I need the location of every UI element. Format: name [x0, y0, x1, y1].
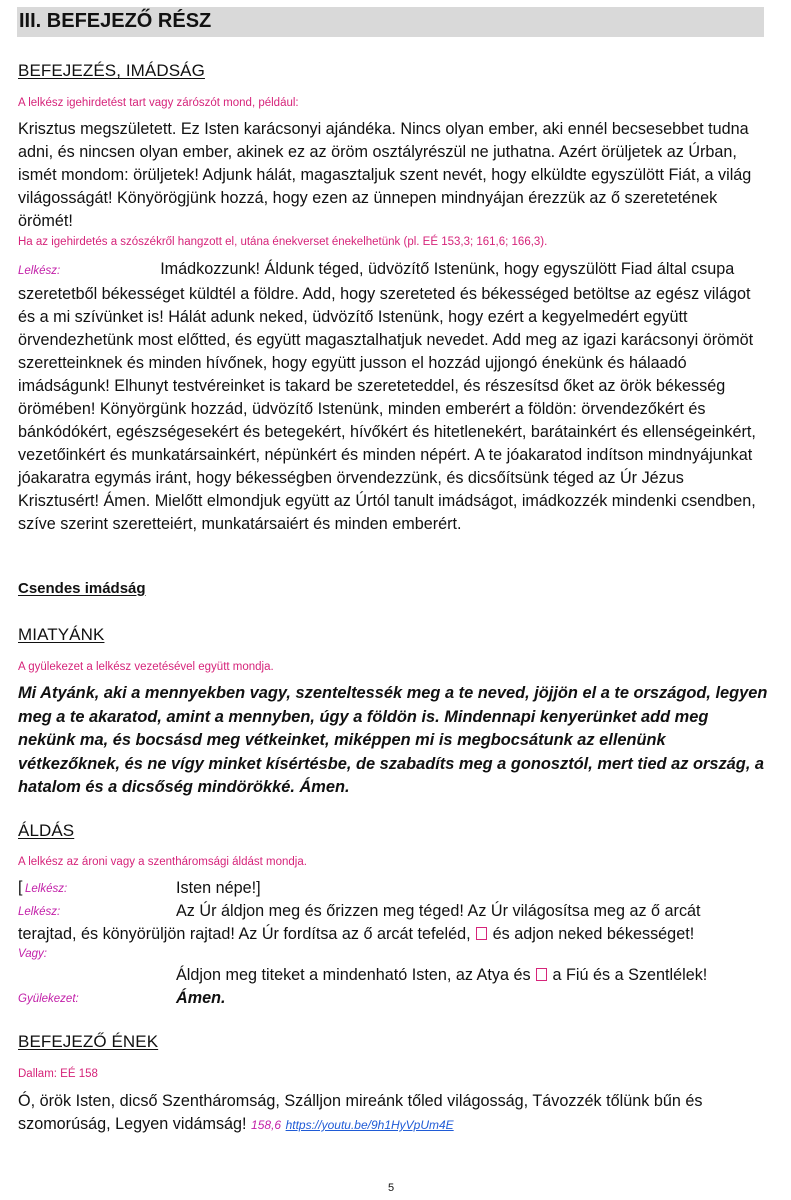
rubric-song-note: Ha az igehirdetés a szószékről hangzott el, utána énekverset énekelhetünk (pl. EÉ 153,3; 161,6; 166,3).: [18, 236, 548, 248]
hymn-text: Ó, örök Isten, dicső Szentháromság, Szálljon mireánk tőled világosság, Távozzék tőlünk bűn és szomorúság, Legyen vidámság!: [18, 1092, 703, 1133]
blessing-line-2c: és adjon neked békességet!: [492, 925, 695, 943]
role-lelkesz-1: Lelkész:: [25, 883, 68, 895]
hymn-link[interactable]: https://youtu.be/9h1HyVpUm4E: [285, 1118, 454, 1132]
role-gyulekezet: Gyülekezet:: [18, 993, 79, 1005]
blessing-line-2a: Az Úr áldjon meg és őrizzen meg téged! Az Úr világosítsa meg az ő arcát: [176, 902, 701, 920]
blessing-line-2b: terajtad, és könyörüljön rajtad! Az Úr fordítsa az ő arcát tefeléd,: [18, 925, 471, 943]
heading-aldas: ÁLDÁS: [18, 821, 75, 840]
role-label: Lelkész:: [18, 265, 61, 277]
cross-icon: [476, 927, 487, 940]
closing-prayer: Imádkozzunk! Áldunk téged, üdvözítő Istenünk, hogy egyszülött Fiad által csupa szeretetből békességet küldtél a földre. Add, hogy szereteted és békességed betöltse az egész világot és a mi szívünket is! Hálát adunk neked, üdvözítő Istenünk, hogy ezért a kegyelmedért együtt örvendezhetünk most előtted, és együtt magasztalhatjuk nevedet. Add meg az igazi karácsonyi örömöt szeretteinknek és minden hívőnek, hogy együtt jusson el hozzád ujjongó énekünk és hálaadó imádságunk! Elhunyt testvéreinket is takard be szereteteddel, és részesítsd őket az örök békesség örömében! Könyörgünk hozzád, üdvözítő Istenünk, minden emberért a földön: örvendezőkért és bánkódókért, egészségesekért és betegekért, hívőkért és hitetlenekért, barátainkért és ellenségeinkért, vezetőinkért és munkatársainkért, népünkért és minden népért. A te jóakaratod indítson mindnyájunkat jóakaratra egymás iránt, hogy békességben örvendezzünk, és dicsőítsünk téged az Úr Jézus Krisztusért! Ámen. Mielőtt elmondjuk együtt az Úrtól tanult imádságot, imádkozzék mindenki csendben, szíve szerint szeretteiért, munkatársaiért és minden emberért.: [18, 260, 756, 533]
closing-text: Krisztus megszületett. Ez Isten karácsonyi ajándéka. Nincs olyan ember, aki ennél becsesebbet tudna adni, és nincsen olyan ember, akinek ez az öröm osztályrészül ne juthatna. Azért örüljetek az Úrban, ismét mondom: örüljetek! Adjunk hálát, magasztaljuk szent nevét, hogy elküldte egyszülött Fiát, a világ világosságát! Könyörögjünk hozzá, hogy ezen az ünnepen mindnyájan érezzük az ő szeretetének örömét!: [18, 120, 752, 230]
heading-befejezes: BEFEJEZÉS, IMÁDSÁG: [18, 61, 205, 80]
blessing-line-3a: Áldjon meg titeket a mindenható Isten, az Atya és: [176, 966, 531, 984]
heading-enek: BEFEJEZŐ ÉNEK: [18, 1032, 159, 1051]
hymn-block: [18, 1090, 768, 1137]
rubric-aldas: A lelkész az ároni vagy a szentháromsági áldást mondja.: [18, 856, 307, 868]
rubric-befejezes: A lelkész igehirdetést tart vagy zárószót mond, például:: [18, 97, 299, 109]
label-vagy: Vagy:: [18, 948, 47, 960]
cross-icon: [536, 968, 547, 981]
role-lelkesz-2: Lelkész:: [18, 906, 61, 918]
section-header: [17, 7, 764, 37]
rubric-dallam: Dallam: EÉ 158: [18, 1068, 98, 1080]
page-number: 5: [388, 1182, 395, 1194]
section-title: III. BEFEJEZŐ RÉSZ: [19, 10, 212, 32]
closing-prayer-block: [18, 258, 768, 536]
rubric-miatyank: A gyülekezet a lelkész vezetésével együtt mondja.: [18, 661, 274, 673]
lords-prayer: Mi Atyánk, aki a mennyekben vagy, szenteltessék meg a te neved, jöjjön el a te országod, legyen meg a te akaratod, amint a mennyben, úgy a földön is. Mindennapi kenyerünket add meg nekünk ma, és bocsásd meg vétkeinket, miképpen mi is megbocsátunk az ellenünk vétkezőknek, és ne vígy minket kísértésbe, de szabadíts meg a gonosztól, mert tied az ország, a hatalom és a dicsőség mindörökké. Ámen.: [18, 684, 768, 796]
blessing-line-3b: a Fiú és a Szentlélek!: [552, 966, 708, 984]
blessing-line-3: [176, 966, 707, 985]
hymn-ref: 158,6: [251, 1118, 282, 1132]
heading-miatyank: MIATYÁNK: [18, 625, 105, 644]
blessing-line-1: Isten népe!]: [176, 879, 261, 897]
amen: Ámen.: [176, 989, 226, 1007]
heading-csendes: Csendes imádság: [18, 580, 146, 597]
blessing-line-2: [18, 925, 694, 944]
bracket: [: [18, 879, 23, 896]
